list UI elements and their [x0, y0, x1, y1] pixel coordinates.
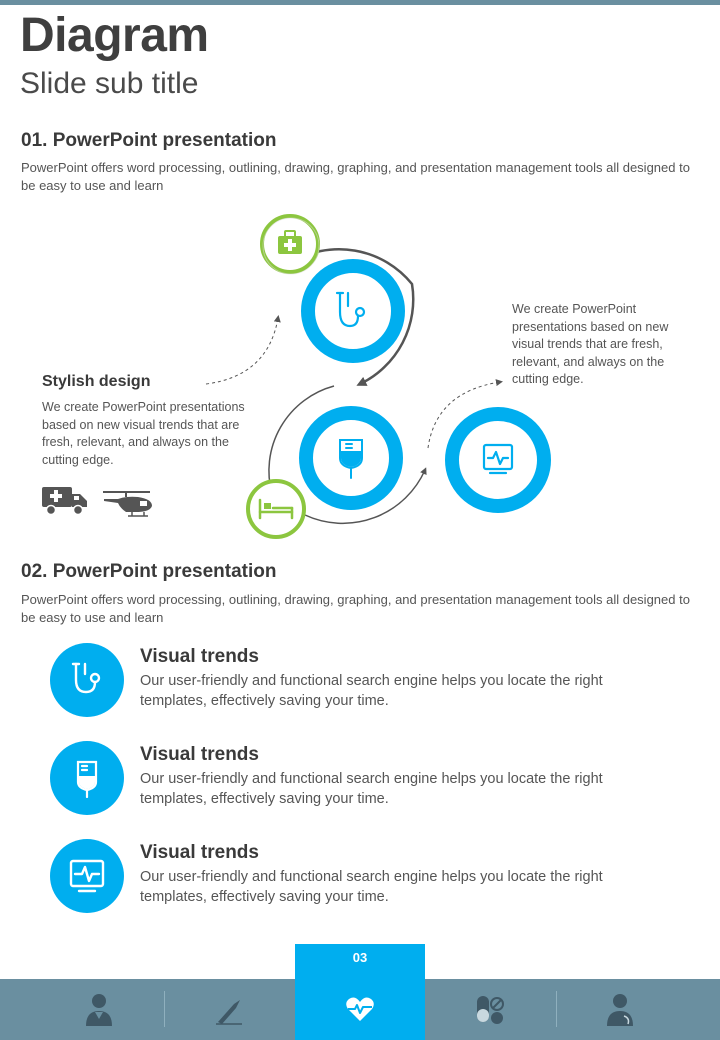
feature-item-1	[50, 643, 690, 723]
slide-subtitle: Slide sub title	[20, 67, 199, 100]
stethoscope-node	[308, 266, 398, 356]
right-callout-text: We create PowerPoint presentations based on new visual trends that are fresh, relevant, and always on the cutting edge.	[512, 302, 669, 386]
left-callout-heading: Stylish design	[42, 373, 151, 390]
feature-icon-circle	[50, 741, 124, 815]
footer-active-tab[interactable]	[295, 944, 425, 1040]
dashed-connector-left	[206, 318, 278, 384]
feature-title: Visual trends	[140, 842, 259, 863]
scalpel-icon[interactable]	[214, 992, 244, 1031]
heart-monitor-icon	[67, 856, 107, 896]
left-callout-text: We create PowerPoint presentations based on new visual trends that are fresh, relevant, and always on the cutting edge.	[42, 400, 245, 467]
feature-title: Visual trends	[140, 744, 259, 765]
heart-monitor-node	[452, 414, 544, 506]
footer-divider	[164, 991, 165, 1027]
iv-bag-node	[306, 413, 396, 503]
feature-text: Our user-friendly and functional search engine helps you locate the right templates, effectively saving your time.	[140, 869, 603, 905]
iv-bag-icon	[67, 758, 107, 798]
feature-icon-circle	[50, 839, 124, 913]
pills-icon[interactable]	[474, 992, 506, 1031]
section-1-heading: 01. PowerPoint presentation	[21, 130, 277, 151]
section-2-body: PowerPoint offers word processing, outlining, drawing, graphing, and presentation management tools all designed to be easy to use and learn	[21, 592, 690, 625]
page-number: 03	[352, 950, 368, 965]
top-accent-bar	[0, 0, 720, 5]
feature-text: Our user-friendly and functional search engine helps you locate the right templates, effectively saving your time.	[140, 673, 603, 709]
section-1-body: PowerPoint offers word processing, outlining, drawing, graphing, and presentation management tools all designed to be easy to use and learn	[21, 160, 690, 193]
nurse-icon[interactable]	[606, 992, 636, 1031]
section-2-heading: 02. PowerPoint presentation	[21, 561, 277, 582]
helicopter-icon	[103, 492, 152, 516]
feature-title: Visual trends	[140, 646, 259, 667]
feature-text: Our user-friendly and functional search engine helps you locate the right templates, effectively saving your time.	[140, 771, 603, 807]
stethoscope-icon	[67, 660, 107, 700]
feature-item-3	[50, 839, 690, 919]
medical-kit-badge	[262, 216, 319, 274]
hospital-bed-badge	[248, 481, 304, 537]
footer-divider	[556, 991, 557, 1027]
feature-item-2	[50, 741, 690, 821]
doctor-icon[interactable]	[84, 992, 114, 1031]
slide-title: Diagram	[20, 9, 209, 62]
heart-pulse-icon	[345, 996, 375, 1022]
feature-icon-circle	[50, 643, 124, 717]
ambulance-icon	[42, 487, 87, 515]
